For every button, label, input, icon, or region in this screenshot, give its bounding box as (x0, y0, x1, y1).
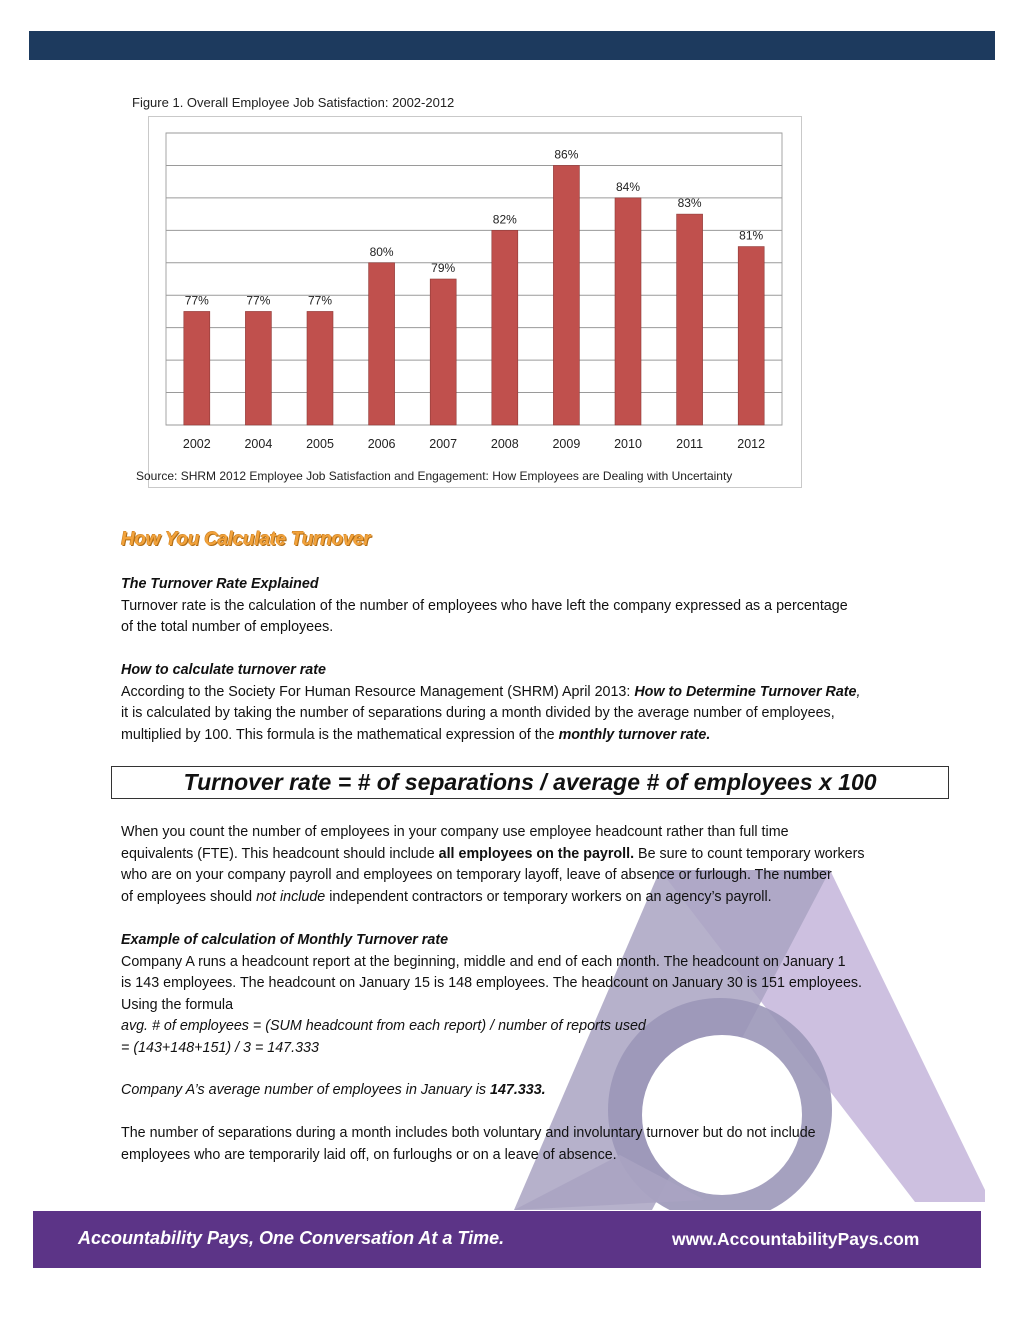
bar (738, 247, 764, 425)
x-tick-label: 2010 (614, 437, 642, 451)
text-line: it is calculated by taking the number of separations during a month divided by the average number of employees, (121, 705, 835, 721)
formula-box: Turnover rate = # of separations / average # of employees x 100 (111, 766, 949, 799)
x-tick-label: 2009 (552, 437, 581, 451)
x-tick-label: 2005 (306, 437, 334, 451)
job-satisfaction-bar-chart (148, 116, 802, 488)
data-label: 79% (431, 261, 456, 275)
bar (307, 311, 333, 425)
text-run: of employees should (121, 888, 257, 905)
figure-source: Source: SHRM 2012 Employee Job Satisfaction and Engagement: How Employees are Dealing with Uncertainty (136, 469, 733, 483)
data-label: 81% (739, 228, 764, 243)
header-bar (29, 31, 995, 60)
data-label: 77% (307, 293, 333, 308)
text-line: Turnover rate is the calculation of the number of employees who have left the company expressed as a percentage (121, 597, 848, 614)
data-label: 77% (184, 293, 209, 308)
text-run: independent contractors or temporary workers on an agency’s payroll. (325, 888, 772, 905)
bar (184, 311, 210, 425)
data-label: 82% (492, 212, 517, 227)
bar (245, 311, 271, 425)
data-label: 86% (554, 147, 579, 162)
text-run: According to the Society For Human Resource Management (SHRM) April 2013: (121, 683, 635, 700)
text-line (121, 844, 951, 866)
x-tick-label: 2004 (244, 437, 273, 451)
emphasis: all employees on the payroll. (438, 845, 635, 862)
x-tick-label: 2008 (490, 437, 519, 451)
text-line (121, 887, 951, 909)
text-line (121, 682, 951, 704)
bar (615, 198, 641, 425)
text-line: Company A runs a headcount report at the beginning, middle and end of each month. The headcount on January 1 (121, 953, 846, 970)
subheading: The Turnover Rate Explained (121, 576, 319, 592)
text-run: , (856, 683, 861, 700)
x-tick-label: 2007 (429, 437, 458, 451)
calculate-turnover-paragraph (121, 660, 951, 746)
emphasis: not include (256, 888, 326, 905)
text-line (121, 725, 951, 747)
headcount-paragraph (121, 822, 951, 908)
bar (677, 214, 703, 425)
section-heading: How You Calculate Turnover (121, 529, 371, 550)
text-run: equivalents (FTE). This headcount should include (121, 845, 439, 862)
text-line: Using the formula (121, 996, 234, 1013)
subheading: How to calculate turnover rate (121, 662, 326, 678)
text-run: Company A’s average number of employees in January is (121, 1082, 490, 1098)
data-label: 84% (615, 179, 641, 194)
text-line: who are on your company payroll and employees on temporary layoff, leave of absence or furlough. The number (121, 867, 832, 883)
text-line: The number of separations during a month includes both voluntary and involuntary turnover but do not include (121, 1125, 816, 1141)
x-tick-label: 2006 (367, 437, 396, 451)
text-line: When you count the number of employees in your company use employee headcount rather than full time (121, 824, 789, 840)
data-label: 77% (246, 293, 271, 308)
reference-title: How to Determine Turnover Rate (634, 683, 857, 700)
figure-caption: Figure 1. Overall Employee Job Satisfaction: 2002-2012 (132, 95, 455, 110)
example-paragraph (121, 930, 951, 1059)
data-label: 83% (677, 196, 702, 211)
text-line: is 143 employees. The headcount on January 15 is 148 employees. The headcount on January 30 is 151 employees. (121, 975, 863, 991)
formula-line: avg. # of employees = (SUM headcount from each report) / number of reports used (121, 1018, 646, 1034)
subheading: Example of calculation of Monthly Turnover rate (121, 932, 449, 948)
footer-tagline: Accountability Pays, One Conversation At a Time. (78, 1228, 505, 1248)
average-result-paragraph (121, 1080, 951, 1102)
x-tick-label: 2011 (676, 437, 704, 451)
x-tick-label: 2012 (737, 437, 766, 451)
text-run: multiplied by 100. This formula is the mathematical expression of the (121, 726, 559, 743)
turnover-explained-paragraph (121, 574, 951, 639)
separations-paragraph (121, 1123, 951, 1166)
text-run: Be sure to count temporary workers (634, 845, 865, 862)
text-line (121, 1080, 951, 1102)
text-line: employees who are temporarily laid off, on furloughs or on a leave of absence. (121, 1146, 617, 1163)
emphasis: 147.333. (490, 1082, 546, 1098)
formula-line: = (143+148+151) / 3 = 147.333 (121, 1039, 319, 1056)
text-line: of the total number of employees. (121, 619, 334, 635)
footer-url-link[interactable]: www.AccountabilityPays.com (672, 1229, 920, 1249)
bar (553, 165, 579, 425)
bar (369, 263, 395, 425)
bar (492, 230, 518, 425)
data-label: 80% (369, 244, 394, 259)
emphasis: monthly turnover rate. (558, 726, 711, 743)
x-tick-label: 2002 (182, 437, 211, 451)
bar (430, 279, 456, 425)
